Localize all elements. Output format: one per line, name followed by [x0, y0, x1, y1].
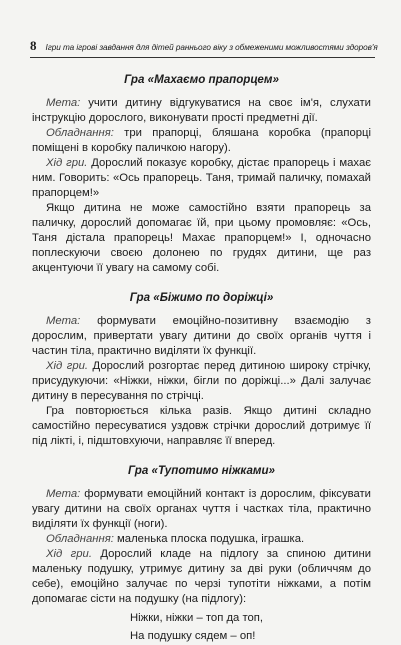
running-header [30, 38, 378, 58]
goal-paragraph [32, 96, 371, 126]
body-paragraph: Гра повторюється кілька разів. Якщо дитині складно самостійно пересуватися уздовж стрічки дорослий дотримує її під лікті, і, підштовхуючи, направляє її вперед. [32, 405, 371, 447]
equipment-text: маленька плоска подушка, іграшка. [113, 533, 305, 545]
page-content [32, 72, 371, 645]
poem-line: Ніжки, ніжки – топ да топ, [130, 612, 264, 624]
course-label: Хід гри. [46, 548, 92, 560]
equipment-label: Обладнання: [46, 533, 114, 545]
goal-label: Мета: [46, 97, 81, 109]
course-paragraph [32, 547, 371, 607]
goal-text: формувати емоційний контакт із дорослим, фіксувати увагу дитини на своїх органах чуття і частках тіла, практично виділяти їх функції (ноги). [32, 488, 371, 530]
book-title: Ігри та ігрові завдання для дітей раннього віку з обмеженими можливостями здоров'я [45, 43, 378, 52]
course-paragraph [32, 359, 371, 404]
goal-text: учити дитину відгукуватися на своє ім'я, слухати інструкцію дорослого, виконувати прості предметні дії. [32, 97, 371, 124]
course-paragraph [32, 156, 371, 201]
course-text: Дорослий показує коробку, дістає прапорець і махає ним. Говорить: «Ось прапорець. Таня, тримай паличку, помахай прапорцем!» [32, 157, 372, 199]
equipment-paragraph [32, 532, 371, 547]
equipment-text: три прапорці, бляшана коробка (прапорці поміщені в коробку паличкою нагору). [32, 127, 371, 154]
course-text: Дорослий розгортає перед дитиною широку стрічку, присудукуючи: «Ніжки, ніжки, бігли по доріжці...» Далі залучає дитину в пересування по стрічці. [32, 360, 371, 402]
goal-text: формувати емоційно-позитивну взаємодію з дорослим, привертати увагу дитини до своїх органів чуття і частин тіла, практично виділяти їх функції. [32, 315, 371, 357]
page-number: 8 [30, 38, 37, 53]
course-label: Хід гри. [46, 360, 89, 372]
poem-line: На подушку сядем – оп! [130, 630, 256, 642]
goal-paragraph [32, 314, 371, 359]
course-text: Дорослий кладе на підлогу за спиною дитини маленьку подушку, утримує дитину за дві руки (обличчям до себе), емоційно залучає по черзі тупотіти ніжками, а потім допомагає сісти на подушку (на підлогу): [32, 548, 372, 605]
equipment-paragraph [32, 126, 371, 156]
game-title: Гра «Біжимо по доріжці» [129, 291, 274, 304]
course-label: Хід гри. [46, 157, 88, 169]
equipment-label: Обладнання: [46, 127, 114, 139]
goal-label: Мета: [46, 315, 81, 327]
poem [32, 609, 371, 645]
goal-label: Мета: [46, 488, 81, 500]
body-paragraph: Якщо дитина не може самостійно взяти прапорець за паличку, дорослий допомагає їй, при цьому промовляє: «Ось, Таня дістала прапорець! Махає прапорцем!» І, одночасно поплескуючи своєю долонею по грудях дитини, ще раз акцентуючи її увагу на самому собі. [32, 202, 371, 274]
game-title: Гра «Махаємо прапорцем» [124, 73, 279, 86]
game-title: Гра «Тупотимо ніжками» [127, 464, 276, 477]
goal-paragraph [32, 487, 371, 532]
